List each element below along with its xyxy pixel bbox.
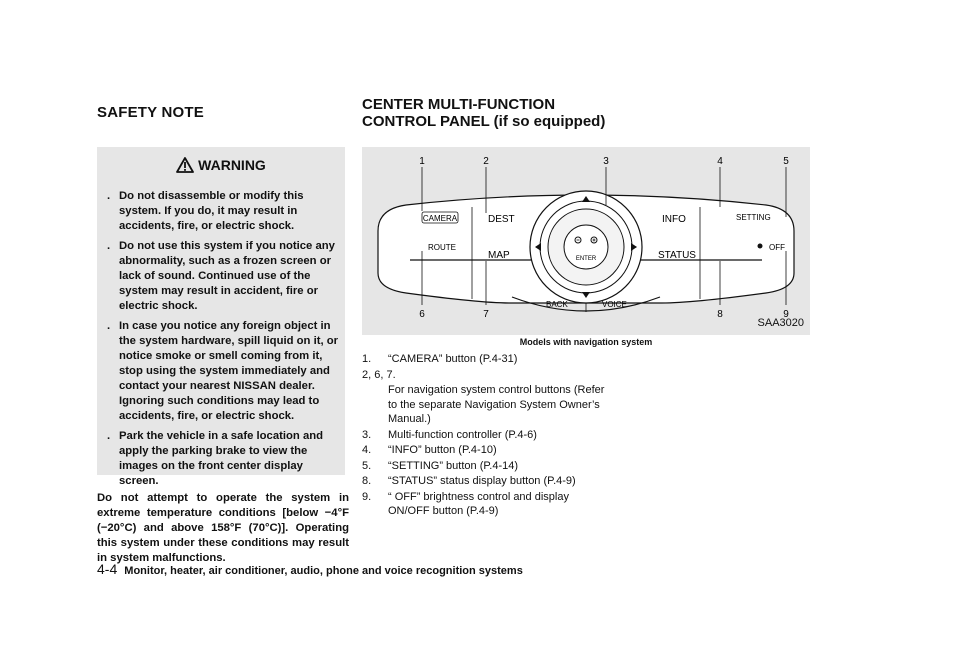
warning-item: . Do not use this system if you notice any abnormality, such as a frozen screen or lack of sound. Continued use of the system may result in accident, fire or electric shock. <box>107 240 335 312</box>
page-footer <box>97 561 523 577</box>
list-item: 4. “INFO” button (P.4-10) <box>362 444 497 456</box>
section-heading-control-panel <box>362 96 605 130</box>
warning-item: . In case you notice any foreign object in the system hardware, spill liquid on it, or notice smoke or smell coming from it, stop using the system immediately and contact your nearest NISSAN dealer. Ignoring such conditions may lead to accidents, fire, or electric shock. <box>107 320 339 422</box>
callout-number-7: 7 <box>483 309 489 320</box>
warning-item: . Do not disassemble or modify this system. If you do, it may result in accidents, fire, or electric shock. <box>107 190 304 232</box>
warning-header <box>97 157 345 173</box>
list-item: 1. “CAMERA” button (P.4-31) <box>362 353 518 365</box>
status-button-label: STATUS <box>658 250 696 261</box>
list-item: 2, 6, 7. <box>362 368 396 381</box>
callout-legend-list <box>362 352 612 520</box>
footer-text: Monitor, heater, air conditioner, audio, phone and voice recognition systems <box>124 565 523 577</box>
callout-number-8: 8 <box>717 309 723 320</box>
list-item: 8. “STATUS” status display button (P.4-9) <box>362 475 576 487</box>
info-button-label: INFO <box>662 214 686 225</box>
warning-list <box>97 189 345 494</box>
callout-number-1: 1 <box>419 156 425 167</box>
figure-caption: Models with navigation system <box>519 337 653 347</box>
list-item: 9. “ OFF” brightness control and display ON/OFF button (P.4-9) <box>362 490 569 517</box>
list-item: 3. Multi-function controller (P.4-6) <box>362 428 537 441</box>
warning-triangle-icon <box>176 157 194 173</box>
back-button-label: BACK <box>546 300 568 309</box>
callout-number-4: 4 <box>717 156 723 167</box>
list-item: 5. “SETTING” button (P.4-14) <box>362 459 519 472</box>
route-button-label: ROUTE <box>428 243 456 252</box>
voice-button-label: VOICE <box>602 300 627 309</box>
heading-line-1: CENTER MULTI-FUNCTION <box>362 96 556 113</box>
callout-number-5: 5 <box>783 156 789 167</box>
list-item: For navigation system control buttons (Refer to the separate Navigation System Owner’s Manual.) <box>388 384 605 425</box>
map-button-label: MAP <box>488 250 510 261</box>
setting-button-label: SETTING <box>736 213 771 222</box>
camera-button-label: CAMERA <box>422 214 458 223</box>
callout-number-2: 2 <box>483 156 489 167</box>
control-panel-figure <box>362 147 810 335</box>
enter-label: ENTER <box>575 256 597 262</box>
control-panel-diagram <box>362 147 810 335</box>
temperature-caution: Do not attempt to operate the system in extreme temperature conditions [below −4°F (−20°C) and above 158°F (70°C)]. Operating this system under these conditions may result in system malfunctions. <box>97 492 349 564</box>
callout-number-6: 6 <box>419 309 425 320</box>
callout-number-3: 3 <box>603 156 609 167</box>
warning-title: WARNING <box>198 157 266 173</box>
heading-line-2: CONTROL PANEL (if so equipped) <box>362 113 606 130</box>
page-number: 4-4 <box>97 561 118 577</box>
warning-box <box>97 147 345 487</box>
warning-item: . Park the vehicle in a safe location and apply the parking brake to view the images on the front center display screen. <box>107 430 324 487</box>
callout-number-9: 9 <box>783 309 789 320</box>
off-button-label: OFF <box>769 243 785 252</box>
dest-button-label: DEST <box>488 214 515 225</box>
figure-code: SAA3020 <box>757 317 804 329</box>
section-heading-safety-note: SAFETY NOTE <box>97 104 204 121</box>
